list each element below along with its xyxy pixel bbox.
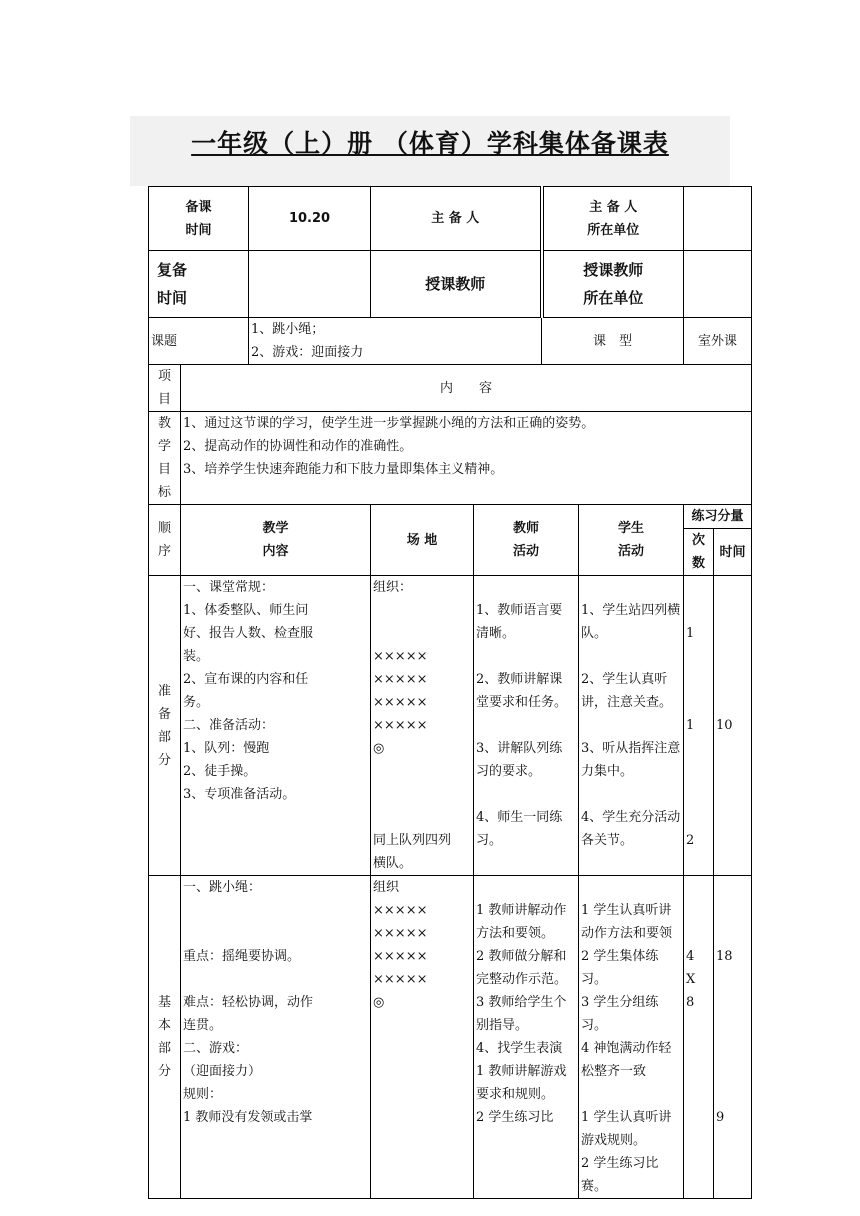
cell-line [581,645,681,668]
cell-line: 4、找学生表演 [476,1041,563,1056]
topic-label: 课题 [149,318,249,365]
cell-line [581,876,681,899]
cell-line: X [686,972,696,987]
cell-line: 连贯。 [183,1018,223,1033]
cell-line: （迎面接力） [183,1064,262,1079]
teacher-unit-label: 授课教师 所在单位 [542,251,684,318]
cell-line [686,760,711,783]
cell-line: 2 教师做分解和 [476,949,567,964]
cell-line [716,876,749,899]
order-label: 顺 序 [149,505,181,576]
cell-line: 1、学生站四列横 [581,603,681,618]
cell-line: 1、体委整队、师生问 [183,603,309,618]
section-prep-row [149,576,752,876]
cell-line [716,622,749,645]
cell-line [476,783,576,806]
cell-line [716,1037,749,1060]
cell-line: 方法和要领。 [476,926,555,941]
item-label: 项 目 [149,365,181,412]
cell-line: 1 教师讲解动作 [476,903,567,918]
cell-line: 规则： [183,1087,223,1102]
cell-line: 同上队列四列 [373,833,452,848]
cell-line [476,876,576,899]
cell-line: 3、听从指挥注意 [581,741,681,756]
cell-line [183,968,368,991]
review-time-value [249,251,371,318]
cell-line: 2、教师讲解课 [476,672,563,687]
cell-line [373,783,471,806]
cell-line: 1 教师没有发领或击掌 [183,1110,313,1125]
cell-line [716,1014,749,1037]
cell-line: 2 [686,833,695,848]
cell-line: 3 学生分组练习。 [581,995,659,1033]
cell-line: 好、报告人数、检查服 [183,626,314,641]
header-row-1 [149,187,752,251]
cell-line: 4 [686,949,695,964]
content-column-label: 教学 内容 [181,505,371,576]
cell-line [686,691,711,714]
practice-column-label: 练习分量 [684,505,752,529]
type-label: 课 型 [542,318,684,365]
section-teacher-activity [474,576,579,876]
cell-line: 讲，注意关查。 [581,695,673,710]
cell-line: 组织： [373,580,413,595]
cell-line: 9 [716,1110,725,1125]
section-main-row [149,876,752,1199]
cell-line: ××××× [373,649,428,664]
cell-line: 一、跳小绳： [183,880,262,895]
lead-preparer-label: 主 备 人 [371,187,542,251]
duration-column-label: 时间 [714,529,752,576]
section-label: 准 备 部 分 [149,576,181,876]
cell-line: 1 教师讲解游戏 [476,1064,567,1079]
cell-line: 2 学生练习比赛。 [581,1156,659,1194]
cell-line: 别指导。 [476,1018,529,1033]
cell-line [476,645,576,668]
cell-line: 2、学生认真听 [581,672,668,687]
teacher-label: 授课教师 [371,251,542,318]
section-content [181,576,371,876]
cell-line [686,806,711,829]
cell-line: 重点：摇绳要协调。 [183,949,301,964]
goals-label: 教 学 目 标 [149,412,181,505]
section-content [181,876,371,1199]
cell-line [183,922,368,945]
cell-line: 完整动作示范。 [476,972,568,987]
cell-line: 二、准备活动： [183,718,275,733]
cell-line: ◎ [373,741,385,756]
cell-line: 4、学生充分活动 [581,810,681,825]
times-column-label: 次数 [684,529,714,576]
item-row [149,365,752,412]
topic-row [149,318,752,365]
topic-content: 1、跳小绳； 2、游戏：迎面接力 [249,318,542,365]
cell-line: 堂要求和任务。 [476,695,568,710]
cell-line: 1、教师语言要 [476,603,563,618]
cell-line [716,1083,749,1106]
type-value: 室外课 [684,318,752,365]
section-student-activity [579,876,684,1199]
cell-line [686,899,711,922]
cell-line: 组织 [373,880,400,895]
section-times [684,576,714,876]
header-row-2 [149,251,752,318]
cell-line: 4、师生一同练 [476,810,563,825]
goals-row [149,412,752,505]
section-venue [371,576,474,876]
prep-time-value: 10.20 [249,187,371,251]
review-time-label: 复备 时间 [149,251,249,318]
cell-line: ××××× [373,949,428,964]
cell-line: 清晰。 [476,626,516,641]
teacher-unit-value [684,251,752,318]
cell-line [716,691,749,714]
lesson-plan-table [148,186,752,1199]
section-student-activity [579,576,684,876]
cell-line: 10 [716,718,733,733]
cell-line: 习。 [476,833,503,848]
cell-line: 1 学生认真听讲 [581,903,672,918]
cell-line: 1 [686,626,695,641]
cell-line [716,668,749,691]
cell-line: 习的要求。 [476,764,542,779]
cell-line [686,576,711,599]
section-label: 基 本 部 分 [149,876,181,1199]
content-label: 内 容 [181,365,752,412]
section-duration [714,576,752,876]
cell-line: 2、徒手操。 [183,764,257,779]
cell-line [183,899,368,922]
cell-line: 难点：轻松协调，动作 [183,995,314,1010]
cell-line: 队。 [581,626,608,641]
cell-line [716,899,749,922]
cell-line [581,1083,681,1106]
cell-line: 一、课堂常规： [183,580,275,595]
cell-line: 2 学生练习比 [476,1110,554,1125]
cell-line: 二、游戏： [183,1041,249,1056]
cell-line [716,968,749,991]
cell-line [581,576,681,599]
cell-line: 游戏规则。 [581,1133,647,1148]
cell-line [686,645,711,668]
cell-line: 要求和规则。 [476,1087,555,1102]
columns-row-1 [149,505,752,529]
cell-line [686,668,711,691]
cell-line: 2 学生集体练习。 [581,949,659,987]
cell-line: ××××× [373,718,428,733]
student-column-label: 学生 活动 [579,505,684,576]
cell-line: 横队。 [373,856,413,871]
prep-time-label: 备课 时间 [149,187,249,251]
cell-line: 2、宣布课的内容和任 [183,672,309,687]
cell-line [581,714,681,737]
cell-line [373,599,471,622]
section-times [684,876,714,1199]
teacher-column-label: 教师 活动 [474,505,579,576]
goals-content: 1、通过这节课的学习，使学生进一步掌握跳小绳的方法和正确的姿势。 2、提高动作的协调性和动作的准确性。 3、培养学生快速奔跑能力和下肢力量即集体主义精神。 [181,412,752,505]
cell-line: 3、讲解队列练 [476,741,563,756]
cell-line [686,737,711,760]
cell-line: ××××× [373,926,428,941]
cell-line [716,991,749,1014]
cell-line [373,806,471,829]
cell-line: 18 [716,949,733,964]
cell-line: 1 学生认真听讲 [581,1110,672,1125]
cell-line [716,1060,749,1083]
cell-line: 务。 [183,695,210,710]
cell-line: 1、队列：慢跑 [183,741,270,756]
cell-line: 松整齐一致 [581,1064,647,1079]
cell-line [716,645,749,668]
lead-unit-value [684,187,752,251]
cell-line [686,876,711,899]
cell-line: 装。 [183,649,210,664]
cell-line: ◎ [373,995,385,1010]
cell-line: 3 教师给学生个 [476,995,567,1010]
cell-line [476,714,576,737]
cell-line: 动作方法和要领 [581,926,673,941]
cell-line: 1 [686,718,695,733]
cell-line [716,599,749,622]
cell-line [686,599,711,622]
cell-line: ××××× [373,695,428,710]
cell-line [476,576,576,599]
cell-line: 力集中。 [581,764,634,779]
cell-line [581,783,681,806]
cell-line [716,922,749,945]
cell-line: ××××× [373,972,428,987]
cell-line: 8 [686,995,695,1010]
cell-line: 各关节。 [581,833,634,848]
section-duration [714,876,752,1199]
page-title: 一年级（上）册 （体育）学科集体备课表 [191,129,669,158]
cell-line [686,783,711,806]
cell-line: 4 神饱满动作轻 [581,1041,672,1056]
venue-column-label: 场 地 [371,505,474,576]
cell-line [716,576,749,599]
cell-line: ××××× [373,903,428,918]
cell-line [686,922,711,945]
lead-unit-label: 主 备 人 所在单位 [542,187,684,251]
cell-line [373,622,471,645]
cell-line: 3、专项准备活动。 [183,787,296,802]
section-teacher-activity [474,876,579,1199]
cell-line [373,760,471,783]
section-venue [371,876,474,1199]
cell-line: ××××× [373,672,428,687]
